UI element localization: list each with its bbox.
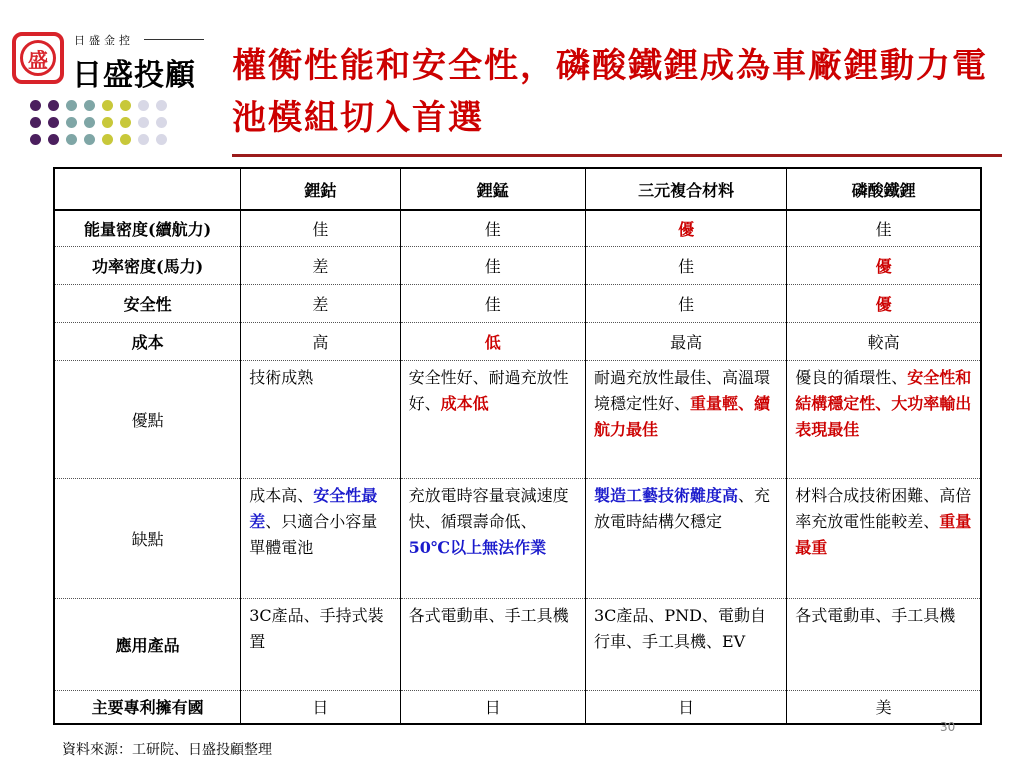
row-label-energy: 能量密度(續航力) (54, 210, 241, 246)
cell-text: 、充放電時結構欠穩定 (593, 485, 770, 531)
brand-name: 日盛投顧 (72, 58, 196, 93)
table-row (54, 598, 981, 690)
decorative-dots (30, 100, 167, 145)
row-label-safety: 安全性 (54, 284, 241, 322)
table-row (54, 210, 981, 246)
company-logo (12, 26, 202, 156)
cell-text: 材料合成技術困難、高倍率充放電性能較差、 (795, 485, 972, 531)
header-licoo2: 鋰鈷 (241, 168, 400, 210)
cell: 佳 (241, 210, 400, 246)
decorative-dot (120, 117, 131, 128)
table-row (54, 246, 981, 284)
decorative-dot (66, 100, 77, 111)
cell: 日 (585, 690, 786, 724)
cell: 最高 (585, 322, 786, 360)
cell-text-highlight: 重量最重 (795, 511, 972, 557)
brand-divider (144, 39, 204, 40)
cell (400, 360, 585, 478)
cell-text-highlight: 重量輕、續航力最佳 (593, 393, 770, 439)
cell: 佳 (400, 284, 585, 322)
cell: 美 (787, 690, 981, 724)
cell (787, 478, 981, 598)
decorative-dot (84, 100, 95, 111)
decorative-dot (48, 100, 59, 111)
decorative-dot (102, 134, 113, 145)
cell-text-highlight: 安全性和結構穩定性、大功率輸出表現最佳 (795, 367, 972, 439)
cell: 日 (241, 690, 400, 724)
slide-title: 權衡性能和安全性，磷酸鐵鋰成為車廠鋰動力電池模組切入首選 (232, 46, 988, 138)
cell-text: 、只適合小容量單體電池 (249, 511, 378, 557)
title-divider (232, 154, 1002, 157)
row-label-cost: 成本 (54, 322, 241, 360)
decorative-dot (66, 117, 77, 128)
cell-text-highlight: 成本低 (440, 393, 489, 413)
cell (400, 478, 585, 598)
cell-text-highlight: 安全性最差 (249, 485, 378, 531)
decorative-dot (102, 117, 113, 128)
cell (585, 478, 786, 598)
cell: 各式電動車、手工具機 (400, 598, 585, 690)
decorative-dot (84, 117, 95, 128)
decorative-dot (30, 134, 41, 145)
cell: 3C產品、PND、電動自行車、手工具機、EV (585, 598, 786, 690)
header-limn: 鋰錳 (400, 168, 585, 210)
decorative-dot (48, 134, 59, 145)
cell-text-highlight: 50℃以上無法作業 (408, 537, 547, 557)
cell-text: 優良的循環性、 (795, 367, 908, 387)
page-number: 30 (940, 720, 956, 734)
cell-text: 充放電時容量衰減速度快、循環壽命低、 (408, 485, 569, 531)
cell-text: 成本高、 (249, 485, 314, 505)
decorative-dot (120, 134, 131, 145)
cell: 佳 (585, 246, 786, 284)
brand-subtitle: 日盛金控 (74, 34, 134, 47)
header-lfp: 磷酸鐵鋰 (787, 168, 981, 210)
decorative-dot (120, 100, 131, 111)
cell: 差 (241, 284, 400, 322)
header-corner (54, 168, 241, 210)
row-label-apps: 應用產品 (54, 598, 241, 690)
cell-text-highlight: 製造工藝技術難度高 (593, 485, 738, 505)
cell (585, 360, 786, 478)
decorative-dot (156, 100, 167, 111)
cell (787, 360, 981, 478)
seal-logo-mark (12, 32, 64, 84)
decorative-dot (66, 134, 77, 145)
decorative-dot (138, 134, 149, 145)
decorative-dot (102, 100, 113, 111)
cell-highlight: 優 (585, 210, 786, 246)
cell: 高 (241, 322, 400, 360)
decorative-dot (30, 100, 41, 111)
decorative-dot (30, 117, 41, 128)
cell: 各式電動車、手工具機 (787, 598, 981, 690)
table-row (54, 322, 981, 360)
seal-char: 盛 (20, 40, 56, 76)
cell-highlight: 優 (787, 246, 981, 284)
battery-comparison-table (53, 167, 982, 725)
cell-text: 耐過充放性最佳、高溫環境穩定性好、 (593, 367, 770, 413)
cell: 較高 (787, 322, 981, 360)
decorative-dot (156, 117, 167, 128)
cell-highlight: 優 (787, 284, 981, 322)
row-label-power: 功率密度(馬力) (54, 246, 241, 284)
table-header-row (54, 168, 981, 210)
source-note: 資料來源：工研院、日盛投顧整理 (62, 742, 272, 758)
table-row (54, 360, 981, 478)
cell: 3C產品、手持式裝置 (241, 598, 400, 690)
row-label-pros: 優點 (54, 360, 241, 478)
cell-highlight: 低 (400, 322, 585, 360)
decorative-dot (138, 117, 149, 128)
decorative-dot (156, 134, 167, 145)
row-label-patent: 主要專利擁有國 (54, 690, 241, 724)
cell: 差 (241, 246, 400, 284)
cell: 佳 (400, 210, 585, 246)
cell: 佳 (585, 284, 786, 322)
cell: 佳 (787, 210, 981, 246)
table-row (54, 478, 981, 598)
row-label-cons: 缺點 (54, 478, 241, 598)
decorative-dot (138, 100, 149, 111)
decorative-dot (48, 117, 59, 128)
cell-text: 安全性好、耐過充放性好、 (408, 367, 569, 413)
decorative-dot (84, 134, 95, 145)
cell: 日 (400, 690, 585, 724)
table-row (54, 284, 981, 322)
cell (241, 478, 400, 598)
cell: 技術成熟 (241, 360, 400, 478)
table-row (54, 690, 981, 724)
header-ternary: 三元複合材料 (585, 168, 786, 210)
cell: 佳 (400, 246, 585, 284)
